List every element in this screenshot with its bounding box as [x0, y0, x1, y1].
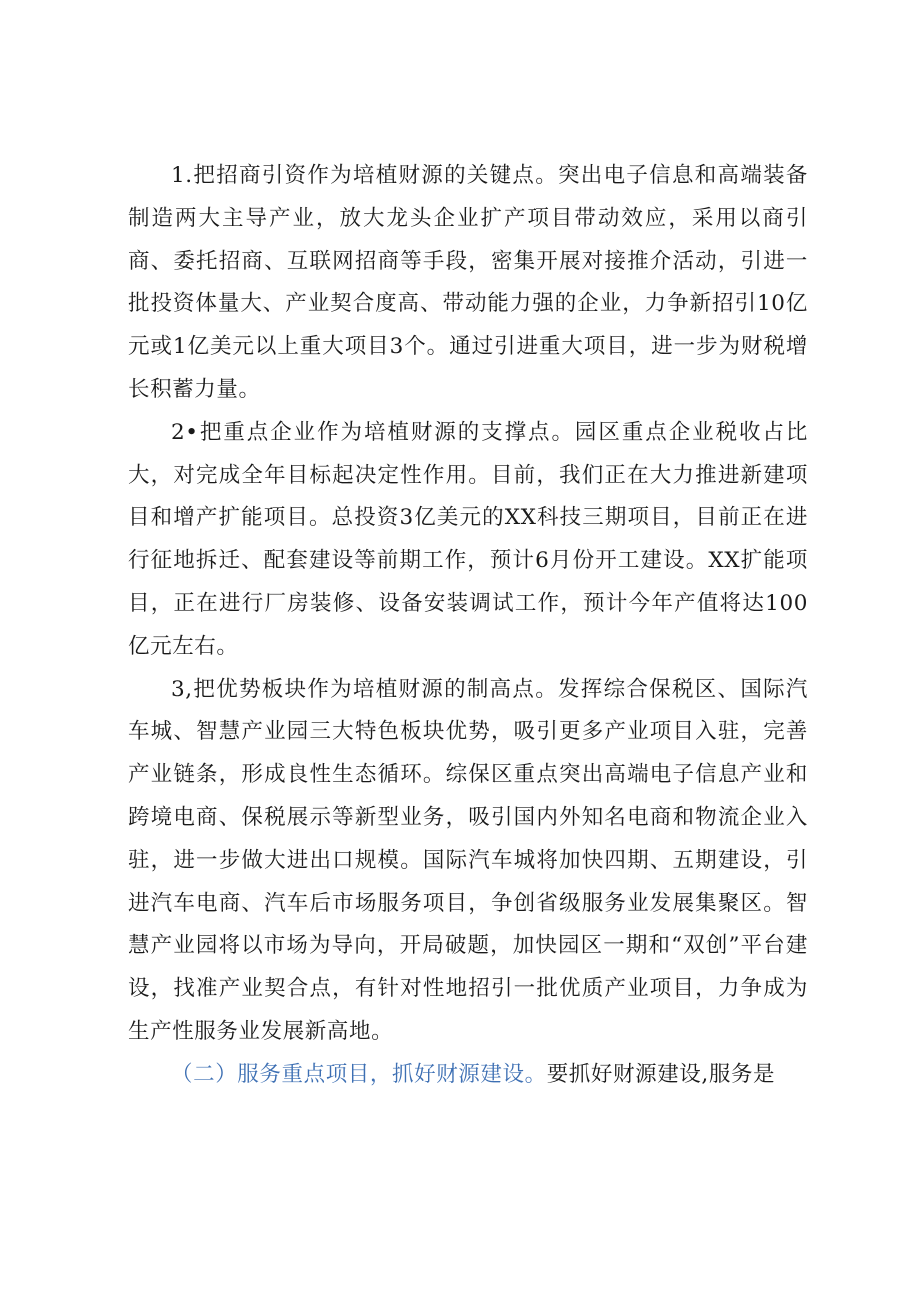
paragraph-4-text: 要抓好财源建设,服务是 [546, 1061, 776, 1087]
paragraph-3: 3,把优势板块作为培植财源的制高点。发挥综合保税区、国际汽车城、智慧产业园三大特色板块优势，吸引更多产业项目入驻，完善产业链条，形成良性生态循环。综保区重点突出高端电子信息产业和跨境电商、保税展示等新型业务，吸引国内外知名电商和物流企业入驻，进一步做大进出口规模。国际汽车城将加快四期、五期建设，引进汽车电商、汽车后市场服务项目，争创省级服务业发展集聚区。智慧产业园将以市场为导向，开局破题，加快园区一期和“双创”平台建设，找准产业契合点，有针对性地招引一批优质产业项目，力争成为生产性服务业发展新高地。 [128, 676, 808, 1044]
section-heading: （二）服务重点项目，抓好财源建设。 [171, 1061, 547, 1087]
paragraph-4 [128, 1054, 808, 1097]
paragraph-2: 2•把重点企业作为培植财源的支撑点。园区重点企业税收占比大，对完成全年目标起决定性作用。目前，我们正在大力推进新建项目和增产扩能项目。总投资3亿美元的XX科技三期项目，目前正在进行征地拆迁、配套建设等前期工作，预计6月份开工建设。XX扩能项目，正在进行厂房装修、设备安装调试工作，预计今年产值将达100亿元左右。 [128, 419, 808, 659]
paragraph-1: 1.把招商引资作为培植财源的关键点。突出电子信息和高端装备制造两大主导产业，放大龙头企业扩产项目带动效应，采用以商引商、委托招商、互联网招商等手段，密集开展对接推介活动，引进一批投资体量大、产业契合度高、带动能力强的企业，力争新招引10亿元或1亿美元以上重大项目3个。通过引进重大项目，进一步为财税增长积蓄力量。 [128, 163, 808, 402]
document-body [128, 155, 808, 1097]
